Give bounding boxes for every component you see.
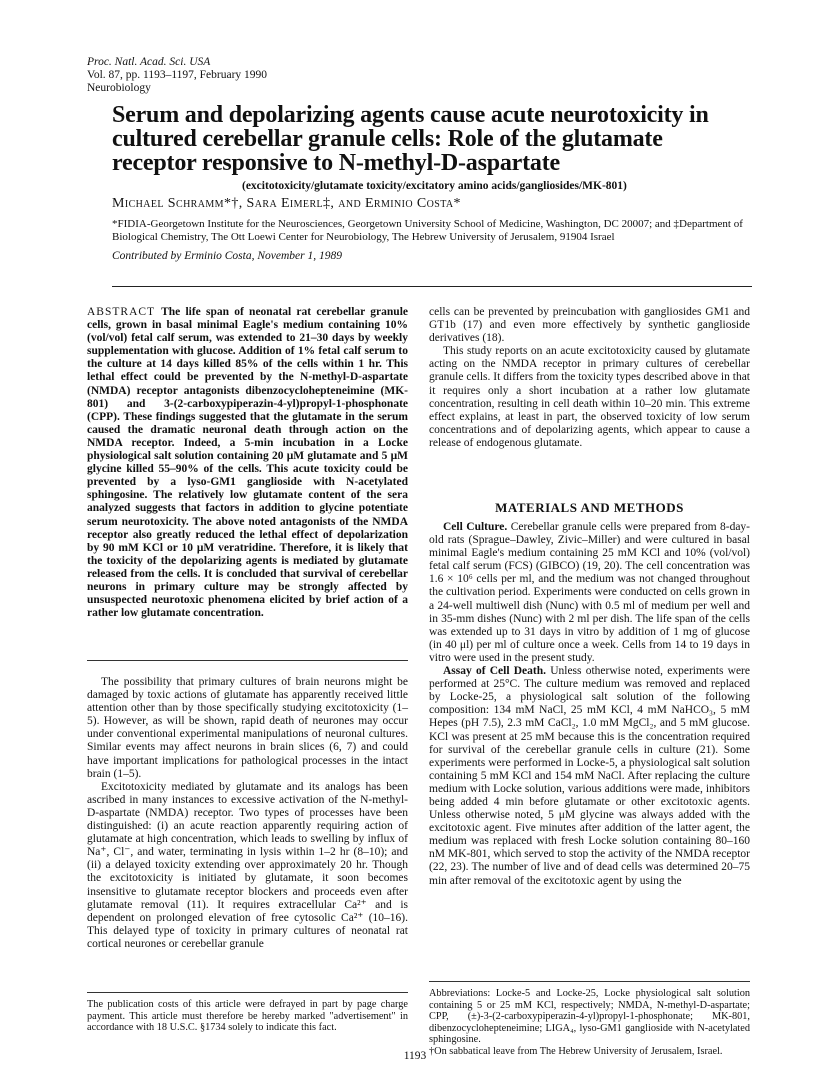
abstract-divider [87,660,408,661]
journal-header [87,56,267,95]
cell-death-heading: Assay of Cell Death. [443,665,546,678]
methods-cell-death [429,665,750,888]
sabbatical-note: †On sabbatical leave from The Hebrew University of Jerusalem, Israel. [429,1045,723,1057]
methods-cell-culture [429,521,750,665]
affiliations: *FIDIA-Georgetown Institute for the Neurosciences, Georgetown University School of Medicine, Washington, DC 20007; and ‡Department of Biological Chemistry, The Ott Loewi Center for Neurobiology, The Hebrew University of Jerusalem, 91904 Israel [112,218,743,243]
footnotes-right [429,988,750,1058]
intro-paragraph-3: cells can be prevented by preincubation with gangliosides GM1 and GT1b (17) and even more effectively by synthetic ganglioside derivatives (18). [429,306,750,345]
journal-volume: Vol. 87, pp. 1193–1197, February 1990 [87,69,268,81]
abstract-text: The life span of neonatal rat cerebellar granule cells, grown in basal minimal Eagle's medium containing 10% (vol/vol) fetal calf serum, was extended to 21–30 days by weekly supplementation with glucose. Addition of 1% fetal calf serum to the culture at 14 days killed 85% of the cells within 1 hr. This lethal effect could be prevented by the N-methyl-D-aspartate (NMDA) receptor antagonists dibenzocycloheptenеimine (MK-801) and 3-(2-carboxypiperazin-4-yl)propyl-1-phosphonate (CPP). These findings suggested that the glutamate in the serum caused the dramatic neuronal death through action on the NMDA receptor. Indeed, a 5-min incubation in a Locke physiological salt solution containing 20 μM glutamate and 5 μM glycine killed 55–90% of the cells. This acute toxicity could be prevented by a lyso-GM1 ganglioside with N-acetylated sphingosine. The relatively low glutamate content of the sera analyzed suggests that factors in addition to glycine potentiate serum neurotoxicity. The above noted antagonists of the NMDA receptor also greatly reduced the lethal effect of depolarization by 90 mM KCl or 10 μM veratridine. Therefore, it is likely that the toxicity of the depolarizing agents is mediated by glutamate released from the cells. It is concluded that survival of cerebellar neurons in primary culture may be strongly affected by unsuspected neurotoxic phenomena elicited by brief action of a rather low glutamate concentration. [87,306,408,620]
footnote-divider-left [87,992,408,993]
publication-cost-note: The publication costs of this article were defrayed in part by page charge payment. This article must therefore be hereby marked "advertisement" in accordance with 18 U.S.C. §1734 solely to indicate this fact. [87,999,408,1034]
contributed-by: Contributed by Erminio Costa, November 1, 1989 [112,250,342,262]
article-title: Serum and depolarizing agents cause acute neurotoxicity in cultured cerebellar granule cells: Role of the glutamate receptor responsive to N-methyl-D-aspartate [112,102,709,176]
cell-death-text: Unless otherwise noted, experiments were performed at 25°C. The culture medium was removed and replaced by Locke-25, a physiological salt solution of the following composition: 134 mM NaCl, 25 mM KCl, 4 mM NaHCO₃, 5 mM Hepes (pH 7.5), 2.3 mM CaCl₂, 1.0 mM MgCl₂, and 5 mM glucose. KCl was present at 25 mM because this is the concentration required for survival of the cerebellar granule cells in culture (21). Some experiments were performed in Locke-5, a physiological salt solution containing 5 mM KCl and 154 mM NaCl. After replacing the culture medium with Locke solution, various additions were made, inhibitors being added 4 min before glutamate or other excitotoxic agents. Unless otherwise noted, 5 μM glycine was always added with the excitotoxic agent. Five minutes after addition of the latter agent, the medium was replaced with fresh Locke solution containing 80–160 nM MK-801, which served to stop the activity of the NMDA receptor (22, 23). The number of live and of dead cells was determined 20–75 min after removal of the excitotoxic agent by using the [429,665,750,887]
page-number: 1193 [403,1050,427,1062]
authors: Michael Schramm*†, Sara Eimerl‡, and Erminio Costa* [112,196,461,211]
header-divider [112,286,752,287]
introduction [87,676,408,951]
journal-name: Proc. Natl. Acad. Sci. USA [87,56,211,68]
abstract-label: ABSTRACT [87,306,156,318]
abbreviations-note: Abbreviations: Locke-5 and Locke-25, Locke physiological salt solution containing 5 or 25 mM KCl, respectively; NMDA, N-methyl-D-aspartate; CPP, (±)-3-(2-carboxypiperazin-4-yl)propyl-1-phosphonate; MK-801, dibenzocycloheptenеimine; LIGA₄, lyso-GM1 ganglioside with N-acetylated sphingosine. [429,988,750,1046]
intro-paragraph-1: The possibility that primary cultures of brain neurons might be damaged by toxic actions of glutamate has apparently received little attention other than by those specifically studying excitotoxicity (1–5). However, as will be shown, rapid death of neurones may occur under conventional experimental manipulations of neuronal cultures. Similar events may affect neurons in brain slices (6, 7) and could have important implications for pathological processes in the intact brain (1–5). [87,676,408,780]
keywords: (excitotoxicity/glutamate toxicity/excitatory amino acids/gangliosides/MK-801) [242,180,627,192]
introduction-continued [429,306,750,450]
abstract [87,306,408,620]
footnote-divider-right [429,981,750,982]
journal-section: Neurobiology [87,82,151,94]
intro-paragraph-4: This study reports on an acute excitotoxicity caused by glutamate acting on the NMDA receptor in primary cultures of cerebellar granule cells. It differs from the toxicity types described above in that it requires only a short incubation at a rather low glutamate concentration, resulting in cell death within 10–20 min. This extreme effect explains, at least in part, the observed toxicity of low serum concentrations and of depolarizing agents, which appear to cause a release of endogenous glutamate. [429,345,750,449]
cell-culture-text: Cerebellar granule cells were prepared from 8-day-old rats (Sprague–Dawley, Zivic–Miller) and were cultured in basal minimal Eagle's medium containing 25 mM KCl and 10% (vol/vol) fetal calf serum (FCS) (GIBCO) (19, 20). The cell concentration was 1.6 × 10⁶ cells per ml, and the medium was not changed throughout the cultivation period. Experiments were conducted on cells grown in a 24-well multiwell dish (Nunc) with 0.5 ml of medium per well and in 35-mm dishes (Nunc) with 2 ml per dish. The life span of the cells was extended up to 31 days in vitro by addition of 1 mg of glucose (in 40 μl) per ml of culture once a week. Cells from 14 to 19 days in vitro were used in the present study. [429,521,751,664]
methods-section [429,521,750,888]
section-heading-methods: MATERIALS AND METHODS [495,500,684,515]
intro-paragraph-2: Excitotoxicity mediated by glutamate and its analogs has been ascribed in many instances to excessive activation of the N-methyl-D-aspartate (NMDA) receptor. Two types of processes have been distinguished: (i) an acute reaction apparently requiring action of glutamate at high concentration, which leads to swelling by influx of Na⁺, Cl⁻, and water, terminating in lysis within 1–2 hr (8–10); and (ii) a delayed toxicity extending over approximately 20 hr. Though the excitotoxicity is initiated by glutamate, it soon becomes insensitive to glutamate receptor blockers and proceeds even after glutamate removal (11). It requires extracellular Ca²⁺ and is dependent on prolonged elevation of free cytosolic Ca²⁺ (10–16). This delayed type of toxicity in primary cultures of neonatal rat cortical neurones or cerebellar granule [87,780,408,950]
cell-culture-heading: Cell Culture. [443,521,508,533]
